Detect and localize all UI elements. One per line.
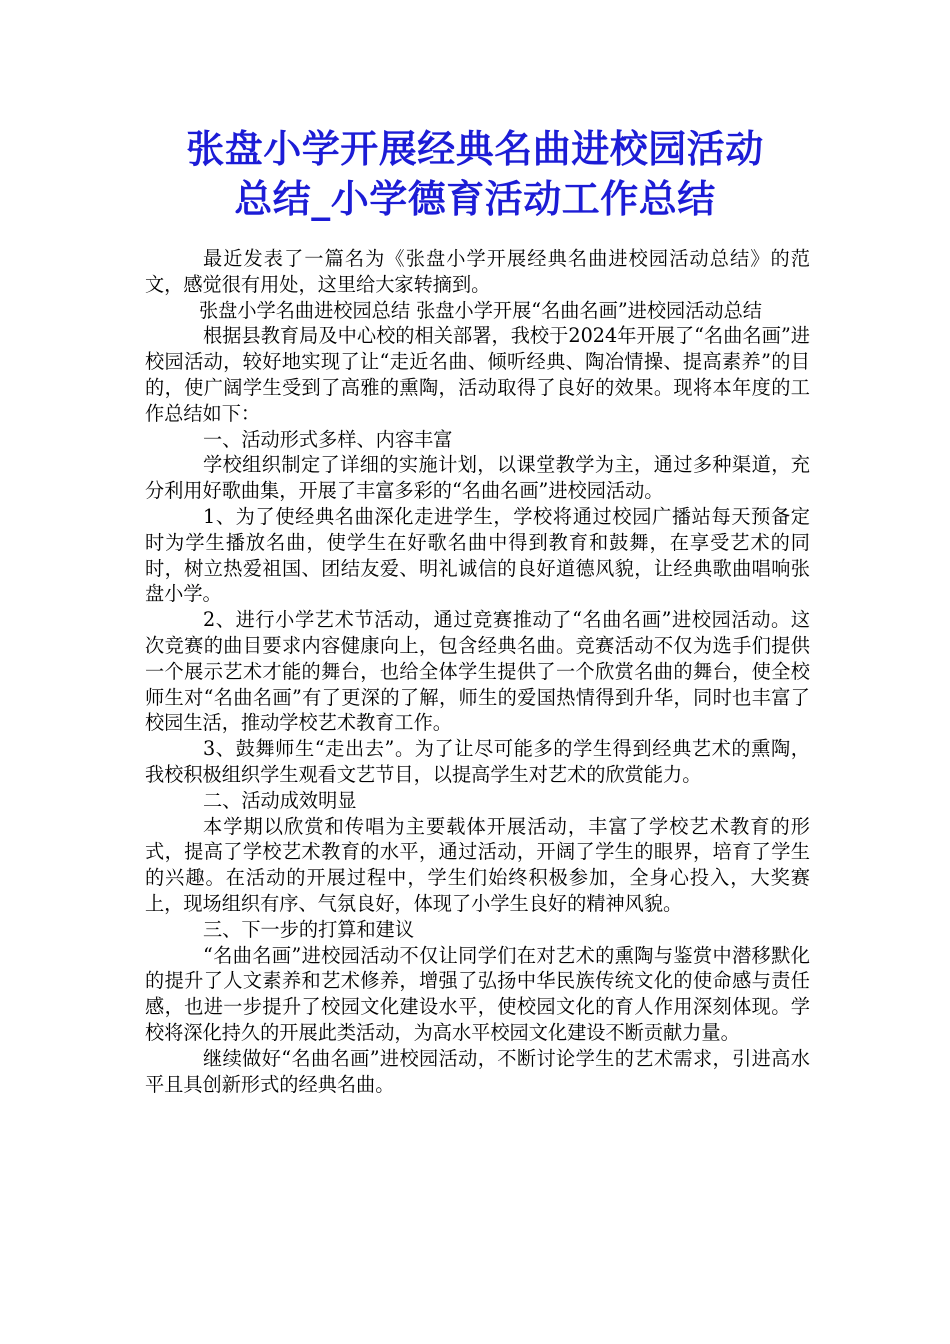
list-item-1: 1、为了使经典名曲深化走进学生，学校将通过校园广播站每天预备定时为学生播放名曲，使学生在好歌名曲中得到教育和鼓舞，在享受艺术的同时，树立热爱祖国、团结友爱、明礼诚信的良好道德风貌，让经典歌曲唱响张盘小学。 <box>145 504 810 606</box>
document-body <box>145 246 810 1097</box>
title-line-1: 张盘小学开展经典名曲进校园活动 <box>186 126 764 171</box>
paragraph-subtitle: 张盘小学名曲进校园总结 张盘小学开展“名曲名画”进校园活动总结 <box>199 298 762 322</box>
document-title <box>100 124 850 224</box>
paragraph: 学校组织制定了详细的实施计划，以课堂教学为主，通过多种渠道，充分利用好歌曲集，开展了丰富多彩的“名曲名画”进校园活动。 <box>145 453 810 503</box>
section-heading-3: 三、下一步的打算和建议 <box>203 917 415 941</box>
paragraph-intro: 最近发表了一篇名为《张盘小学开展经典名曲进校园活动总结》的范文，感觉很有用处，这里给大家转摘到。 <box>145 247 810 296</box>
paragraph: 本学期以欣赏和传唱为主要载体开展活动，丰富了学校艺术教育的形式，提高了学校艺术教育的水平，通过活动，开阔了学生的眼界，培育了学生的兴趣。在活动的开展过程中，学生们始终积极参加，全身心投入，大奖赛上，现场组织有序、气氛良好，体现了小学生良好的精神风貌。 <box>145 814 810 915</box>
title-line-2: 总结_小学德育活动工作总结 <box>234 176 716 221</box>
paragraph-background: 根据县教育局及中心校的相关部署，我校于2024年开展了“名曲名画”进校园活动，较好地实现了让“走近名曲、倾听经典、陶冶情操、提高素养”的目的，使广阔学生受到了高雅的熏陶，活动取得了良好的效果。现将本年度的工作总结如下： <box>145 324 810 425</box>
section-heading-2: 二、活动成效明显 <box>203 788 357 812</box>
list-item-3: 3、鼓舞师生“走出去”。为了让尽可能多的学生得到经典艺术的熏陶，我校积极组织学生观看文艺节目，以提高学生对艺术的欣赏能力。 <box>145 737 810 786</box>
paragraph: 继续做好“名曲名画”进校园活动，不断讨论学生的艺术需求，引进高水平且具创新形式的经典名曲。 <box>145 1046 810 1096</box>
section-heading-1: 一、活动形式多样、内容丰富 <box>203 427 453 451</box>
paragraph: “名曲名画”进校园活动不仅让同学们在对艺术的熏陶与鉴赏中潜移默化的提升了人文素养和艺术修养，增强了弘扬中华民族传统文化的使命感与责任感，也进一步提升了校园文化建设水平，使校园文化的育人作用深刻体现。学校将深化持久的开展此类活动，为高水平校园文化建设不断贡献力量。 <box>145 943 810 1044</box>
list-item-2: 2、进行小学艺术节活动，通过竞赛推动了“名曲名画”进校园活动。这次竞赛的曲目要求内容健康向上，包含经典名曲。竞赛活动不仅为选手们提供一个展示艺术才能的舞台，也给全体学生提供了一个欣赏名曲的舞台，使全校师生对“名曲名画”有了更深的了解，师生的爱国热情得到升华，同时也丰富了校园生活，推动学校艺术教育工作。 <box>145 608 810 735</box>
